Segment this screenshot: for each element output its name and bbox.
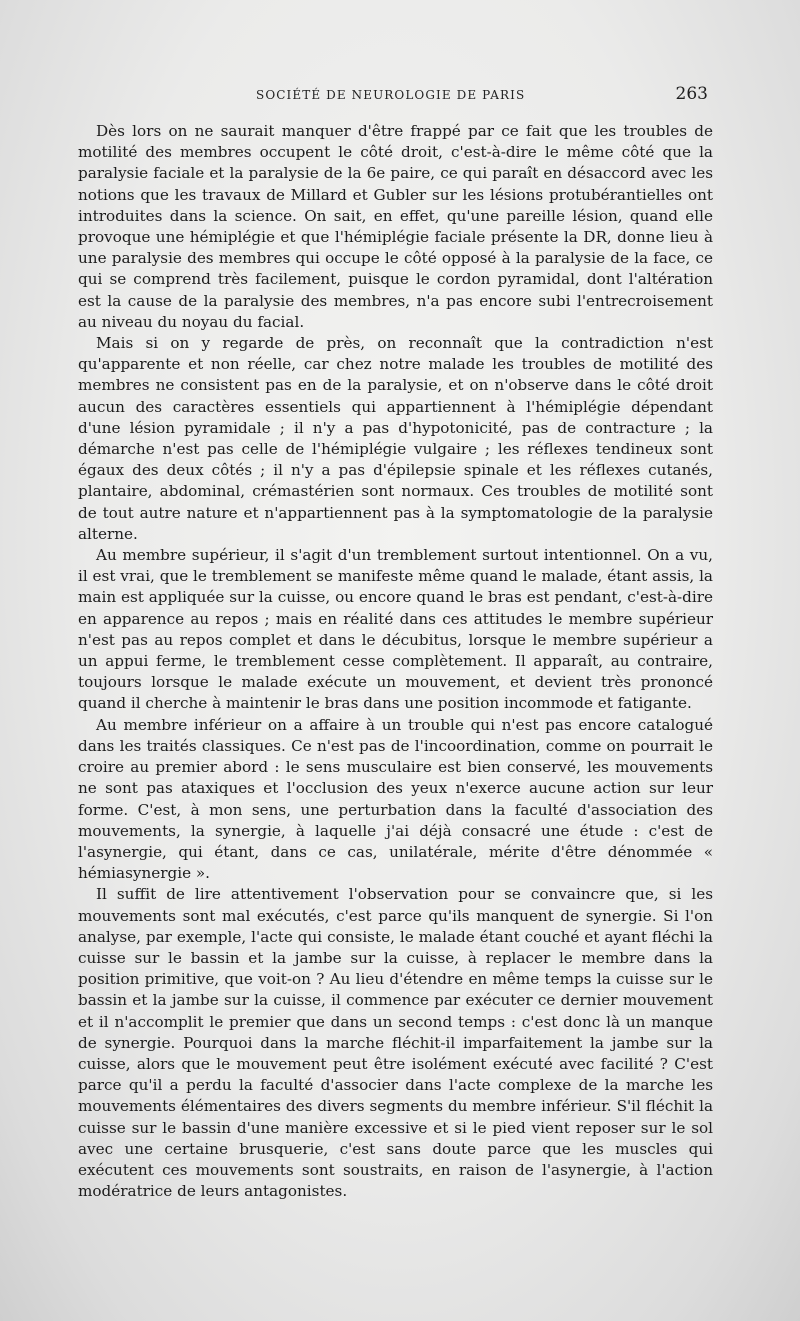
paragraph-4: Au membre inférieur on a affaire à un trouble qui n'est pas encore catalogué dans les traités classiques. Ce n'est pas de l'incoordination, comme on pourrait le croire au premier abord : le sens musculaire est bien conservé, les mouvements ne sont pas ataxiques et l'occlusion des yeux n'exerce aucune action sur leur forme. C'est, à mon sens, une perturbation dans la faculté d'association des mouvements, la synergie, à laquelle j'ai déjà consacré une étude : c'est de l'asynergie, qui étant, dans ce cas, unilatérale, mérite d'être dénommée « hémiasynergie ». (78, 715, 713, 883)
page-header (78, 84, 714, 108)
paragraph-3: Au membre supérieur, il s'agit d'un tremblement surtout intentionnel. On a vu, il est vrai, que le tremblement se manifeste même quand le malade, étant assis, la main est appliquée sur la cuisse, ou encore quand le bras est pendant, c'est-à-dire en apparence au repos ; mais en réalité dans ces attitudes le membre supérieur n'est pas au repos complet et dans le décubitus, lorsque le membre supérieur a un appui ferme, le tremblement cesse complètement. Il apparaît, au contraire, toujours lorsque le malade exécute un mouvement, et devient très prononcé quand il cherche à maintenir le bras dans une position incommode et fatigante. (78, 546, 713, 713)
body-text (78, 121, 713, 1202)
paragraph-5: Il suffit de lire attentivement l'observation pour se convaincre que, si les mouvements sont mal exécutés, c'est parce qu'ils manquent de synergie. Si l'on analyse, par exemple, l'acte qui consiste, le malade étant couché et ayant fléchi la cuisse sur le bassin et la jambe sur la cuisse, à replacer le membre dans la position primitive, que voit-on ? Au lieu d'étendre en même temps la cuisse sur le bassin et la jambe sur la cuisse, il commence par exécuter ce dernier mouvement et il n'accomplit le premier que dans un second temps : c'est donc là un manque de synergie. Pourquoi dans la marche fléchit-il imparfaitement la jambe sur la cuisse, alors que le mouvement peut être isolément exécuté avec facilité ? C'est parce qu'il a perdu la faculté d'associer dans l'acte complexe de la marche les mouvements élémentaires des divers segments du membre inférieur. S'il fléchit la cuisse sur le bassin d'une manière excessive et si le pied vient reposer sur le sol avec une certaine brusquerie, c'est sans doute parce que les muscles qui exécutent ces mouvements sont soustraits, en raison de l'asynergie, à l'action modératrice de leurs antagonistes. (78, 885, 713, 1201)
page-number: 263 (675, 84, 708, 104)
paragraph-1: Dès lors on ne saurait manquer d'être frappé par ce fait que les troubles de motilité des membres occupent le côté droit, c'est-à-dire le même côté que la paralysie faciale et la paralysie de la 6e paire, ce qui paraît en désaccord avec les notions que les travaux de Millard et Gubler sur les lésions protubérantielles ont introduites dans la science. On sait, en effet, qu'une pareille lésion, quand elle provoque une hémiplégie et que l'hémiplégie faciale présente la DR, donne lieu à une paralysie des membres qui occupe le côté opposé à la paralysie de la face, ce qui se comprend très facilement, puisque le cordon pyramidal, dont l'altération est la cause de la paralysie des membres, n'a pas encore subi l'entrecroisement au niveau du noyau du facial. (78, 122, 713, 331)
running-title: SOCIÉTÉ DE NEUROLOGIE DE PARIS (256, 88, 526, 102)
paragraph-2: Mais si on y regarde de près, on reconnaît que la contradiction n'est qu'apparente et non réelle, car chez notre malade les troubles de motilité des membres ne consistent pas en de la paralysie, et on n'observe dans le côté droit aucun des caractères essentiels qui appartiennent à l'hémiplégie dépendant d'une lésion pyramidale ; il n'y a pas d'hypotonicité, pas de contracture ; la démarche n'est pas celle de l'hémiplégie vulgaire ; les réflexes tendineux sont égaux des deux côtés ; il n'y a pas d'épilepsie spinale et les réflexes cutanés, plantaire, abdominal, crémastérien sont normaux. Ces troubles de motilité sont de tout autre nature et n'appartiennent pas à la symptomatologie de la paralysie alterne. (78, 334, 713, 543)
